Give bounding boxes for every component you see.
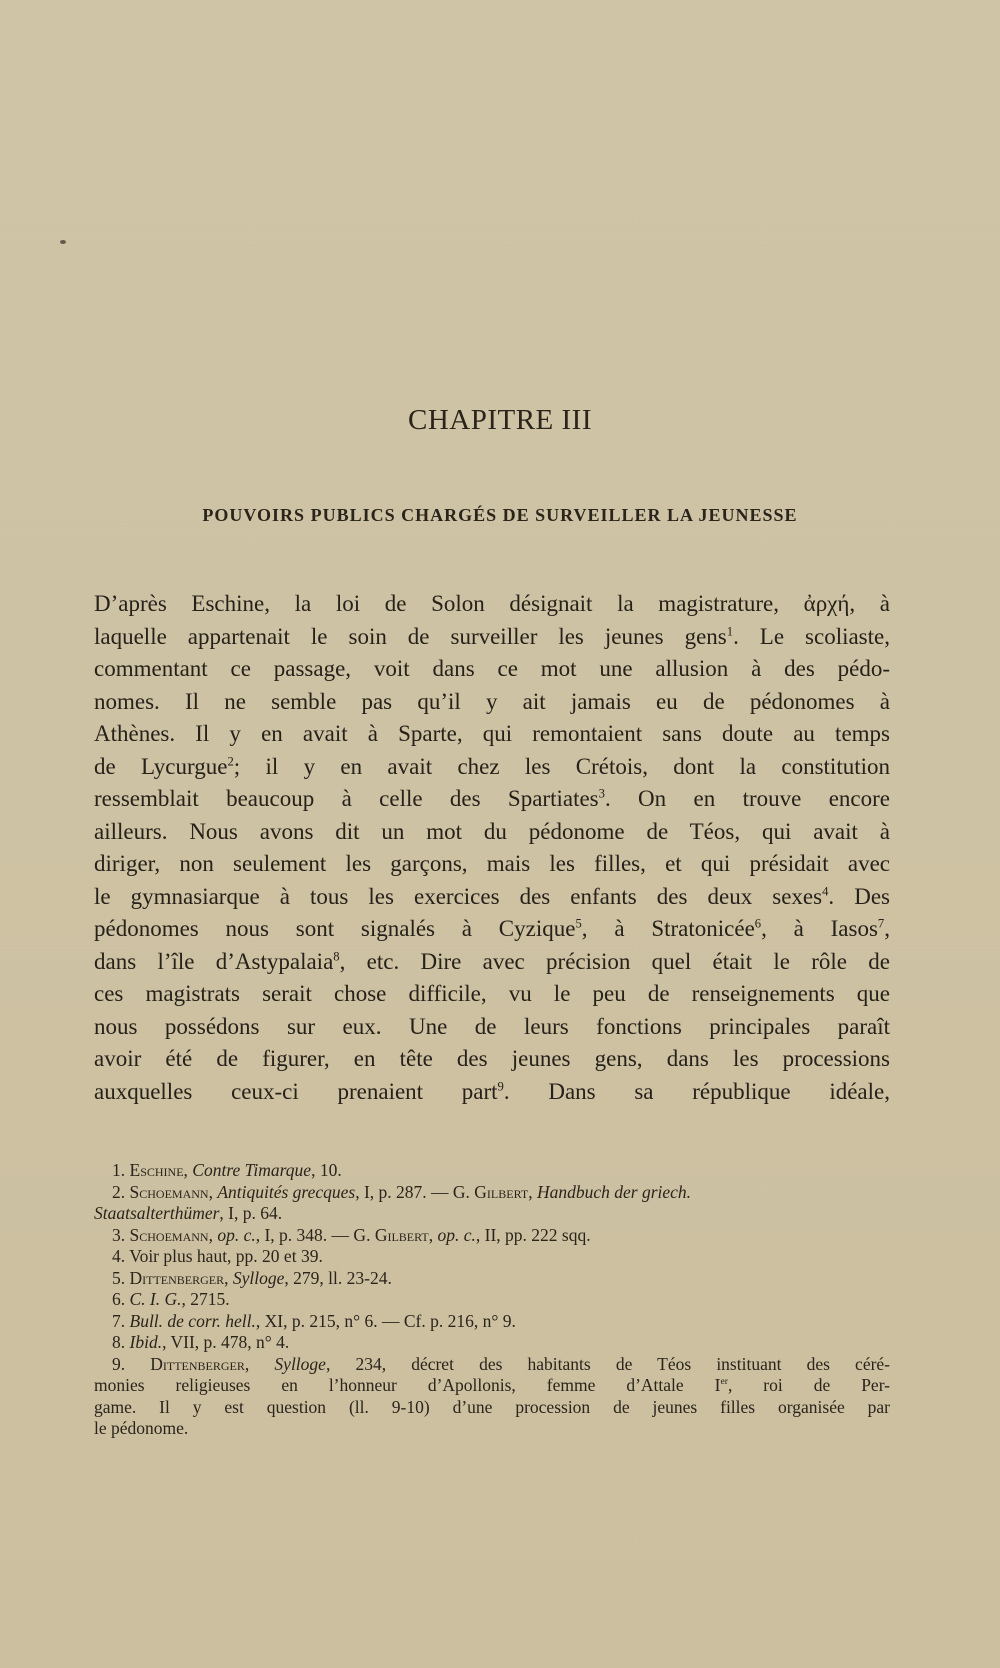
body-line-16: auxquelles ceux-ci prenaient part$^9$. Dans sa république idéale, [94, 1078, 890, 1104]
note-ref-1[interactable]: 1 [726, 623, 734, 638]
body-line-2: laquelle appartenait le soin de surveiller les jeunes gens$^1$. Le scoliaste, [94, 623, 890, 649]
footnote-2: 2. Schoemann, Antiquités grecques, I, p. 287. — G. Gilbert, Handbuch der griech. [112, 1181, 692, 1202]
note-ref-7[interactable]: 7 [877, 916, 885, 931]
note-ref-6[interactable]: 6 [754, 916, 762, 931]
body-line-13: ces magistrats serait chose difficile, vu le peu de renseignements que [94, 981, 890, 1006]
body-line-11: pédonomes nous sont signalés à Cyzique$^5$, à Stratonicée$^6$, à Iasos$^7$, [94, 916, 890, 941]
body-line-6: de Lycurgue$^2$; il y en avait chez les Crétois, dont la constitution [94, 753, 890, 779]
ink-speck [60, 240, 66, 244]
body-line-3: commentant ce passage, voit dans ce mot une allusion à des pédo- [94, 656, 890, 681]
note-ref-8[interactable]: 8 [333, 948, 340, 963]
footnote-8: 8. Ibid., VII, p. 478, n° 4. [112, 1332, 290, 1352]
footnote-9-line-2: monies religieuses en l’honneur d’Apollonis, femme d’Attale Ier, roi de Per- [94, 1375, 891, 1395]
chapter-subtitle: POUVOIRS PUBLICS CHARGÉS DE SURVEILLER LA JEUNESSE [202, 505, 798, 525]
body-text [94, 588, 890, 1108]
footnote-7: 7. Bull. de corr. hell., XI, p. 215, n° 6. — Cf. p. 216, n° 9. [112, 1310, 516, 1331]
body-line-14: nous possédons sur eux. Une de leurs fonctions principales paraît [94, 1013, 890, 1039]
footnote-2-continued: Staatsalterthümer, I, p. 64. [94, 1203, 283, 1223]
body-line-7: ressemblait beaucoup à celle des Spartiates$^3$. On en trouve encore [94, 786, 890, 811]
chapter-title: CHAPITRE III [407, 404, 592, 436]
body-line-1: D’après Eschine, la loi de Solon désignait la magistrature, ἀρχή, à [94, 591, 890, 616]
body-line-12: dans l’île d’Astypalaia$^8$, etc. Dire avec précision quel était le rôle de [94, 948, 890, 974]
footnote-4: 4. Voir plus haut, pp. 20 et 39. [112, 1246, 323, 1266]
body-line-15: avoir été de figurer, en tête des jeunes gens, dans les processions [94, 1046, 890, 1071]
footnote-6: 6. C. I. G., 2715. [112, 1289, 230, 1309]
footnote-1: 1. Eschine, Contre Timarque, 10. [112, 1160, 342, 1180]
note-ref-2[interactable]: 2 [227, 753, 234, 768]
footnotes [94, 1160, 890, 1440]
note-ref-9[interactable]: 9 [497, 1078, 504, 1093]
body-line-9: diriger, non seulement les garçons, mais les filles, et qui présidait avec [94, 851, 890, 876]
body-line-10: le gymnasiarque à tous les exercices des enfants des deux sexes$^4$. Des [94, 883, 890, 909]
note-ref-5[interactable]: 5 [575, 916, 582, 931]
footnote-9: 9. Dittenberger, Sylloge, 234, décret des habitants de Téos instituant des céré- [112, 1353, 891, 1374]
footnote-9-line-3: game. Il y est question (ll. 9-10) d’une procession de jeunes filles organisée par [94, 1396, 890, 1417]
body-line-8: ailleurs. Nous avons dit un mot du pédonome de Téos, qui avait à [94, 818, 890, 844]
body-line-4: nomes. Il ne semble pas qu’il y ait jamais eu de pédonomes à [94, 688, 890, 714]
body-line-5: Athènes. Il y en avait à Sparte, qui remontaient sans doute au temps [94, 721, 890, 746]
footnote-3: 3. Schoemann, op. c., I, p. 348. — G. Gilbert, op. c., II, pp. 222 sqq. [112, 1224, 591, 1245]
footnote-5: 5. Dittenberger, Sylloge, 279, ll. 23-24. [112, 1267, 392, 1288]
note-ref-4[interactable]: 4 [822, 883, 829, 898]
footnote-9-line-4: le pédonome. [94, 1418, 189, 1438]
note-ref-3[interactable]: 3 [598, 786, 605, 801]
